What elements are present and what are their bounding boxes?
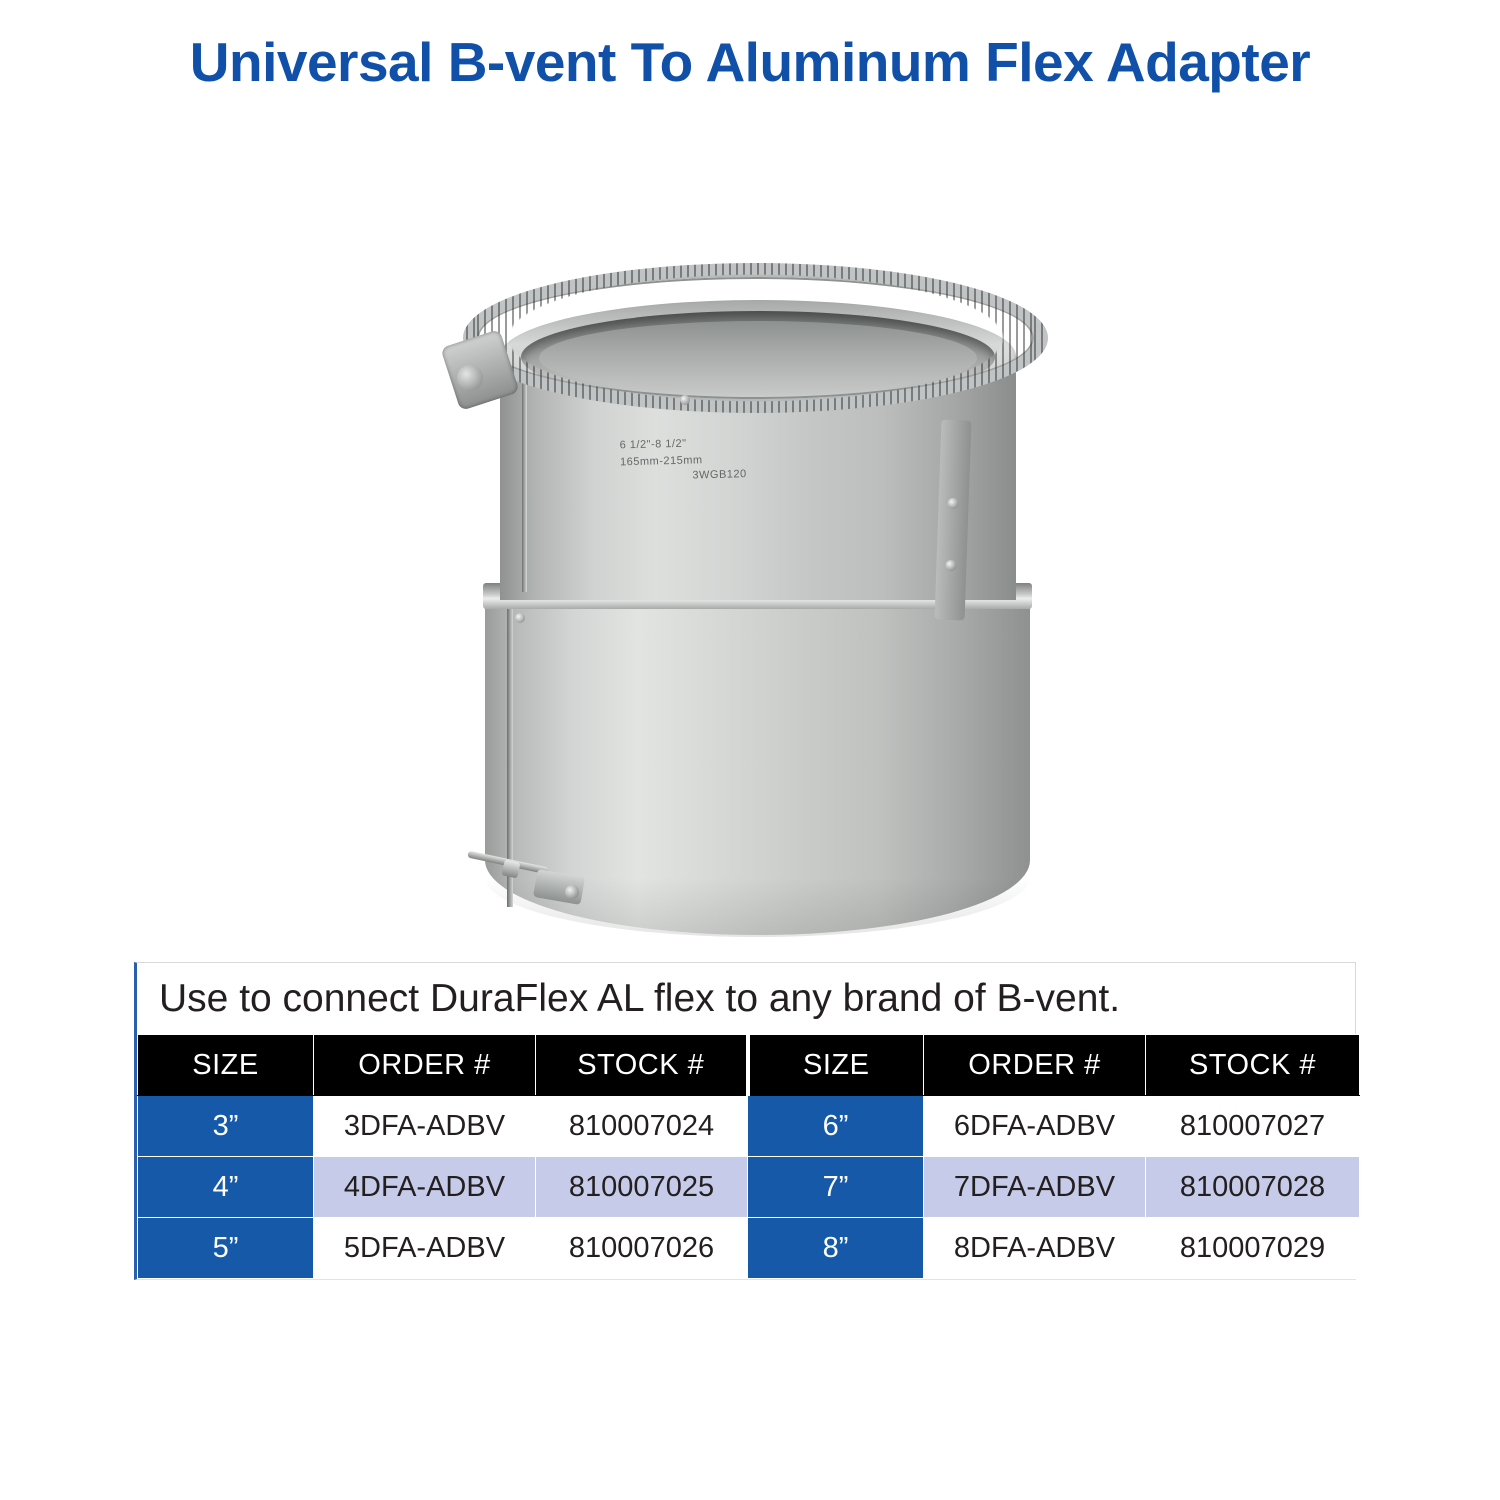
cell-size: 7” bbox=[748, 1157, 924, 1218]
cell-order: 3DFA-ADBV bbox=[314, 1096, 536, 1157]
cell-order: 6DFA-ADBV bbox=[924, 1096, 1146, 1157]
header-order-left: ORDER # bbox=[314, 1035, 536, 1096]
cell-stock: 810007026 bbox=[536, 1218, 748, 1279]
body-rivet bbox=[680, 395, 690, 405]
adapter-illustration bbox=[455, 245, 1055, 965]
cell-order: 4DFA-ADBV bbox=[314, 1157, 536, 1218]
page-title: Universal B-vent To Aluminum Flex Adapter bbox=[189, 31, 1311, 93]
printed-label bbox=[619, 432, 880, 483]
hose-clamp-screw-head bbox=[457, 365, 483, 391]
cell-size: 6” bbox=[748, 1096, 924, 1157]
header-size-right: SIZE bbox=[748, 1035, 924, 1096]
clamp-nut bbox=[502, 860, 521, 879]
caption-text: Use to connect DuraFlex AL flex to any brand of B-vent. bbox=[159, 977, 1121, 1020]
table-header-row bbox=[138, 1035, 1360, 1096]
upper-seam bbox=[522, 360, 527, 592]
cell-order: 5DFA-ADBV bbox=[314, 1218, 536, 1279]
cell-stock: 810007024 bbox=[536, 1096, 748, 1157]
cell-size: 4” bbox=[138, 1157, 314, 1218]
spec-table-wrapper bbox=[134, 1034, 1356, 1280]
spec-table bbox=[137, 1034, 1360, 1279]
cell-order: 7DFA-ADBV bbox=[924, 1157, 1146, 1218]
cell-stock: 810007025 bbox=[536, 1157, 748, 1218]
bracket-rivet bbox=[945, 560, 956, 571]
product-image bbox=[0, 150, 1500, 940]
printed-label-line2: 165mm-215mm bbox=[619, 454, 703, 469]
header-stock-left: STOCK # bbox=[536, 1035, 748, 1096]
printed-label-code: 3WGB120 bbox=[692, 468, 747, 482]
spec-table-block bbox=[134, 962, 1356, 1280]
cell-size: 3” bbox=[138, 1096, 314, 1157]
cell-stock: 810007028 bbox=[1146, 1157, 1360, 1218]
header-stock-right: STOCK # bbox=[1146, 1035, 1360, 1096]
table-row bbox=[138, 1157, 1360, 1218]
cell-size: 5” bbox=[138, 1218, 314, 1279]
caption-row bbox=[134, 962, 1356, 1034]
bracket-rivet bbox=[947, 498, 958, 509]
table-row bbox=[138, 1218, 1360, 1279]
cell-order: 8DFA-ADBV bbox=[924, 1218, 1146, 1279]
hose-clamp-ridges bbox=[463, 263, 1048, 413]
header-order-right: ORDER # bbox=[924, 1035, 1146, 1096]
cell-size: 8” bbox=[748, 1218, 924, 1279]
cell-stock: 810007029 bbox=[1146, 1218, 1360, 1279]
header-size-left: SIZE bbox=[138, 1035, 314, 1096]
table-row bbox=[138, 1096, 1360, 1157]
clamp-screw-head bbox=[565, 885, 579, 899]
body-rivet bbox=[515, 613, 525, 623]
cell-stock: 810007027 bbox=[1146, 1096, 1360, 1157]
bottom-clamp-bracket bbox=[465, 845, 595, 915]
printed-label-line1: 6 1/2"-8 1/2" bbox=[619, 437, 687, 452]
